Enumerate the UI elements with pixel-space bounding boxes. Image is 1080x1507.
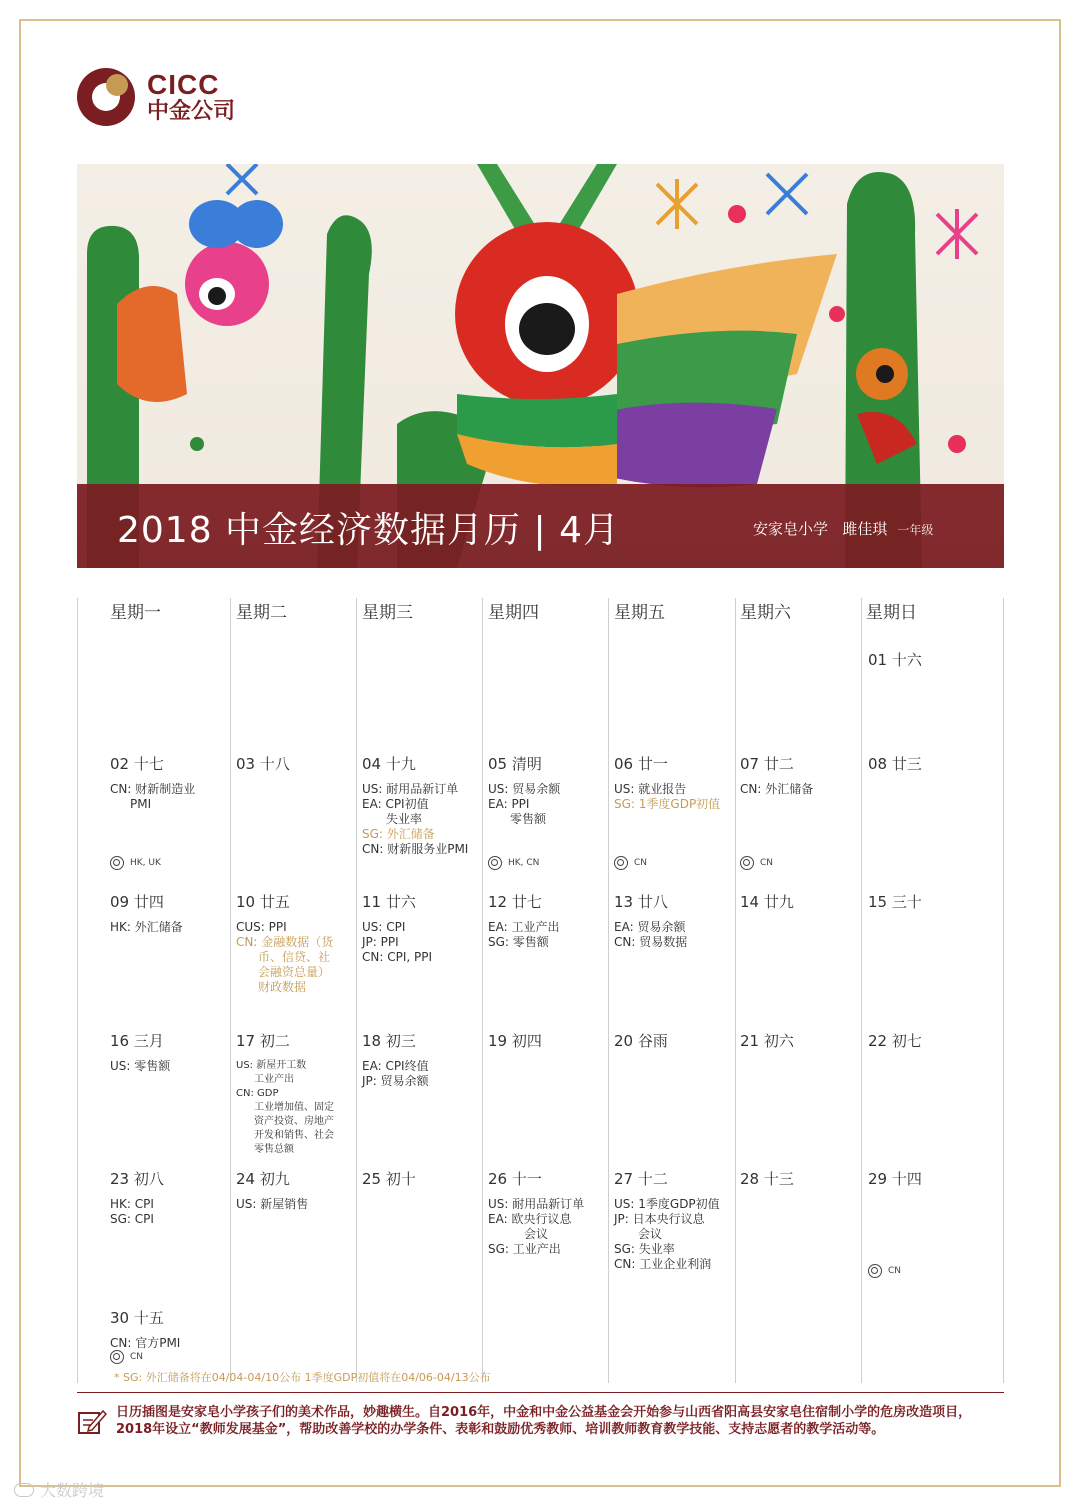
event-line: CUS: PPI [236, 920, 287, 934]
event-line: CN: 金融数据（货 [236, 935, 334, 949]
event-line: US: 耐用品新订单 [488, 1197, 585, 1211]
day-date: 04 十九 [362, 755, 416, 773]
event-line: 失业率 [386, 812, 423, 826]
illustration-banner [77, 164, 1004, 568]
day-cell [740, 1168, 860, 1189]
day-cell [488, 891, 608, 950]
school-name: 安家皂小学 [753, 520, 829, 538]
weekday-mon: 星期一 [110, 603, 161, 623]
event-line: US: 新屋开工数 [236, 1060, 307, 1071]
event-line: EA: CPI初值 [362, 797, 429, 811]
day-cell [236, 1030, 356, 1157]
weekday-wed: 星期三 [362, 603, 413, 623]
day-date: 24 初九 [236, 1170, 290, 1188]
grid-line [356, 598, 357, 1383]
grid-line [230, 598, 231, 1383]
event-line: US: 新屋销售 [236, 1197, 309, 1211]
grid-line [482, 598, 483, 1383]
event-line: HK: CPI [110, 1197, 154, 1211]
event-line: SG: 外汇储备 [362, 827, 435, 841]
event-line: US: CPI [362, 920, 406, 934]
event-line: CN: 财新制造业 [110, 782, 196, 796]
event-line: SG: 零售额 [488, 935, 549, 949]
event-line: 资产投资、房地产 [254, 1116, 334, 1127]
event-line: PMI [130, 797, 152, 811]
day-date: 01 十六 [868, 651, 922, 669]
day-cell [614, 891, 734, 950]
day-cell [868, 649, 988, 670]
day-cell [614, 1168, 734, 1272]
project-description: 日历插图是安家皂小学孩子们的美术作品，妙趣横生。自2016年，中金和中金公益基金会开始参与山西省阳高县安家皂住宿制小学的危房改造项目，2018年设立“教师发展基金”，帮助改善学校的办学条件、表彰和鼓励优秀教师、培训教师教育教学技能、支持志愿者的教学活动等。 [116, 1405, 972, 1437]
day-date: 12 廿七 [488, 893, 542, 911]
holiday-marker: HK, CN [488, 856, 539, 870]
pencil-note-icon [77, 1407, 107, 1435]
day-cell [614, 753, 734, 812]
day-cell [362, 1168, 482, 1189]
title-band [77, 484, 1004, 568]
event-line: 财政数据 [258, 980, 307, 994]
calendar-grid [77, 598, 1004, 1383]
day-date: 10 廿五 [236, 893, 290, 911]
grid-line [861, 598, 862, 1383]
event-line: US: 零售额 [110, 1059, 171, 1073]
holiday-sun-icon [488, 856, 502, 870]
day-cell [740, 891, 860, 912]
day-cell [868, 1168, 988, 1189]
day-cell [868, 891, 988, 912]
event-line: SG: CPI [110, 1212, 154, 1226]
calendar-title: 2018 中金经济数据月历 | 4月 [117, 510, 620, 551]
cicc-logo [77, 68, 235, 126]
holiday-sun-icon [614, 856, 628, 870]
day-cell [236, 1168, 356, 1212]
day-date: 07 廿二 [740, 755, 794, 773]
day-cell [362, 891, 482, 965]
holiday-sun-icon [868, 1264, 882, 1278]
event-line: 会融资总量） [258, 965, 331, 979]
weekday-fri: 星期五 [614, 603, 665, 623]
holiday-sun-icon [110, 1350, 124, 1364]
day-date: 09 廿四 [110, 893, 164, 911]
day-date: 21 初六 [740, 1032, 794, 1050]
day-date: 22 初七 [868, 1032, 922, 1050]
grid-line [77, 598, 78, 1383]
day-date: 15 三十 [868, 893, 922, 911]
weekday-tue: 星期二 [236, 603, 287, 623]
footnote: * SG: 外汇储备将在04/04-04/10公布 1季度GDP初值将在04/06-04/13公布 [114, 1371, 491, 1384]
day-date: 23 初八 [110, 1170, 164, 1188]
event-line: CN: 官方PMI [110, 1336, 181, 1350]
holiday-marker: CN [740, 856, 773, 870]
event-line: CN: 财新服务业PMI [362, 842, 469, 856]
day-date: 17 初二 [236, 1032, 290, 1050]
day-date: 20 谷雨 [614, 1032, 668, 1050]
day-cell [740, 1030, 860, 1051]
day-date: 26 十一 [488, 1170, 542, 1188]
event-line: US: 耐用品新订单 [362, 782, 459, 796]
event-line: CN: 工业企业利润 [614, 1257, 712, 1271]
day-cell [868, 753, 988, 774]
day-cell [110, 891, 230, 935]
day-date: 27 十二 [614, 1170, 668, 1188]
day-cell [236, 891, 356, 995]
holiday-sun-icon [740, 856, 754, 870]
watermark-icon [14, 1483, 34, 1497]
event-line: US: 就业报告 [614, 782, 687, 796]
event-line: 工业增加值、固定 [254, 1102, 334, 1113]
event-line: EA: 欧央行议息 [488, 1212, 572, 1226]
event-line: 会议 [524, 1227, 549, 1241]
holiday-marker: CN [614, 856, 647, 870]
holiday-marker: CN [110, 1350, 143, 1364]
event-line: CN: 贸易数据 [614, 935, 688, 949]
artwork-credit [753, 518, 933, 539]
day-date: 14 廿九 [740, 893, 794, 911]
day-cell [362, 1030, 482, 1089]
watermark: 大数跨境 [14, 1478, 104, 1501]
day-date: 29 十四 [868, 1170, 922, 1188]
grid-line [1003, 598, 1004, 1383]
day-date: 25 初十 [362, 1170, 416, 1188]
day-cell [488, 1030, 608, 1051]
event-line: US: 1季度GDP初值 [614, 1197, 720, 1211]
event-line: JP: 贸易余额 [362, 1074, 429, 1088]
day-cell [110, 1030, 230, 1074]
event-line: CN: GDP [236, 1088, 279, 1099]
event-line: JP: 日本央行议息 [614, 1212, 705, 1226]
divider [77, 1392, 1004, 1393]
event-line: US: 贸易余额 [488, 782, 561, 796]
day-cell [488, 1168, 608, 1257]
day-date: 13 廿八 [614, 893, 668, 911]
event-line: 开发和销售、社会 [254, 1130, 334, 1141]
event-line: EA: 工业产出 [488, 920, 560, 934]
day-cell [110, 1307, 230, 1351]
day-date: 03 十八 [236, 755, 290, 773]
day-date: 06 廿一 [614, 755, 668, 773]
event-line: SG: 1季度GDP初值 [614, 797, 721, 811]
logo-cn: 中金公司 [147, 99, 236, 124]
event-line: 会议 [638, 1227, 663, 1241]
day-date: 11 廿六 [362, 893, 416, 911]
day-date: 02 十七 [110, 755, 164, 773]
day-cell [110, 1168, 230, 1227]
day-cell [362, 753, 482, 857]
event-line: CN: CPI, PPI [362, 950, 433, 964]
weekday-sun: 星期日 [866, 603, 917, 623]
day-date: 08 廿三 [868, 755, 922, 773]
weekday-sat: 星期六 [740, 603, 791, 623]
day-date: 19 初四 [488, 1032, 542, 1050]
event-line: CN: 外汇储备 [740, 782, 814, 796]
event-line: JP: PPI [362, 935, 399, 949]
holiday-marker: HK, UK [110, 856, 161, 870]
day-date: 18 初三 [362, 1032, 416, 1050]
day-cell [236, 753, 356, 774]
day-date: 30 十五 [110, 1309, 164, 1327]
artist-name: 雎佳琪 [842, 520, 888, 538]
day-cell [110, 753, 230, 812]
day-cell [488, 753, 608, 827]
weekday-thu: 星期四 [488, 603, 539, 623]
artist-grade: 一年级 [897, 523, 934, 537]
event-line: EA: PPI [488, 797, 530, 811]
event-line: EA: CPI终值 [362, 1059, 429, 1073]
event-line: SG: 工业产出 [488, 1242, 561, 1256]
event-line: EA: 贸易余额 [614, 920, 686, 934]
event-line: HK: 外汇储备 [110, 920, 183, 934]
cicc-logo-icon [77, 68, 135, 126]
logo-en: CICC [147, 69, 220, 100]
day-date: 16 三月 [110, 1032, 164, 1050]
event-line: SG: 失业率 [614, 1242, 675, 1256]
day-cell [614, 1030, 734, 1051]
holiday-sun-icon [110, 856, 124, 870]
day-date: 05 清明 [488, 755, 542, 773]
event-line: 零售总额 [254, 1144, 294, 1155]
holiday-marker: CN [868, 1264, 901, 1278]
grid-line [735, 598, 736, 1383]
event-line: 工业产出 [254, 1074, 294, 1085]
day-cell [740, 753, 860, 797]
day-date: 28 十三 [740, 1170, 794, 1188]
grid-line [608, 598, 609, 1383]
day-cell [868, 1030, 988, 1051]
event-line: 币、信贷、社 [258, 950, 331, 964]
event-line: 零售额 [510, 812, 547, 826]
